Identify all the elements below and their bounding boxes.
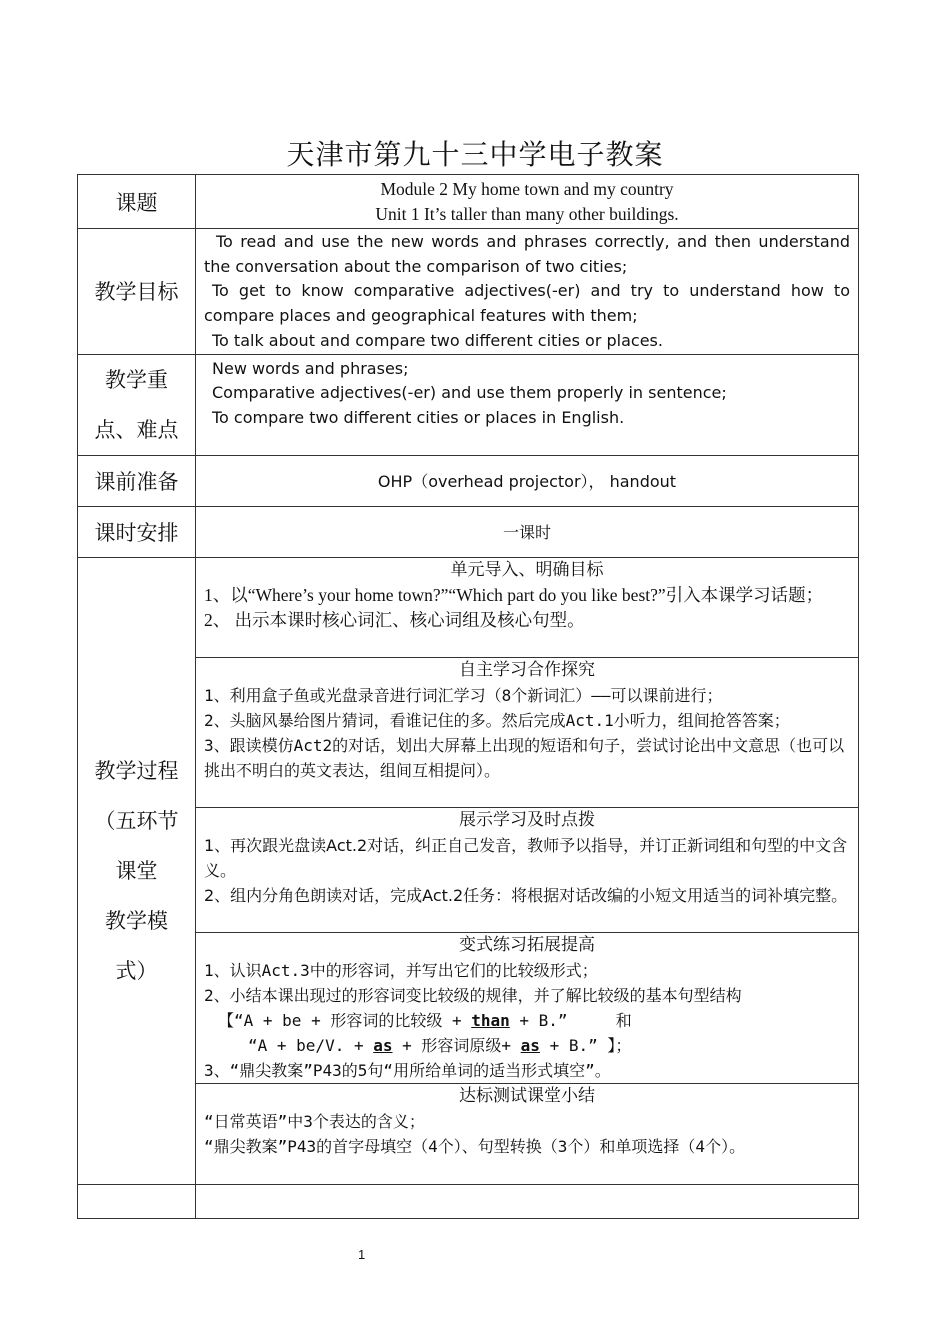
key-points-content [196, 354, 859, 455]
process-section-practice [196, 932, 859, 1083]
page-number: 1 [358, 1247, 366, 1262]
schedule-value: 一课时 [196, 506, 859, 557]
empty-cell [78, 1184, 196, 1218]
topic-content [196, 175, 859, 229]
formula-text: “A + be/V. + [248, 1035, 374, 1055]
row-prep [78, 455, 859, 506]
row-process-s4 [78, 932, 859, 1083]
row-process-s3 [78, 807, 859, 932]
label-key-points-line1: 教学重 [105, 367, 168, 392]
label-process-line1: 教学过程 [94, 758, 179, 783]
objectives-content [196, 229, 859, 355]
formula-comparative [196, 1008, 858, 1033]
objective-item: To get to know comparative adjectives(-er) and try to understand how to compare places and geographical features with them; [204, 281, 850, 326]
process-section-assessment [196, 1083, 859, 1184]
row-key-points [78, 354, 859, 455]
label-process-line4: 教学模 [105, 908, 168, 933]
formula-text: + B.” 】； [539, 1035, 632, 1055]
keyword-as: as [373, 1035, 393, 1055]
key-point-item: New words and phrases; [212, 358, 409, 378]
lesson-plan-table [77, 174, 859, 1219]
process-item: 1、利用盒子鱼或光盘录音进行词汇学习（8个新词汇）——可以课前进行； [204, 685, 723, 705]
formula-equality [196, 1033, 858, 1058]
process-item: 1、以“Where’s your home town?”“Which part do you like best?”引入本课学习话题； [204, 584, 824, 605]
formula-text: + B.” 和 [509, 1010, 632, 1030]
process-item: “鼎尖教案”P43的首字母填空（4个）、句型转换（3个）和单项选择（4个）。 [204, 1136, 746, 1156]
prep-value: OHP（overhead projector）， handout [196, 455, 859, 506]
key-point-item: To compare two different cities or places in English. [212, 407, 625, 427]
row-topic [78, 175, 859, 229]
row-schedule [78, 506, 859, 557]
objective-item: To talk about and compare two different cities or places. [212, 330, 663, 350]
label-process-line5: 式） [115, 958, 158, 983]
process-item: 2、头脑风暴给图片猜词，看谁记住的多。然后完成Act.1小听力，组间抢答答案； [204, 710, 790, 730]
formula-text: + 形容词原级+ [392, 1035, 521, 1055]
process-item: 3、跟读模仿Act2的对话，划出大屏幕上出现的短语和句子，尝试讨论出中文意思（也可以挑出不明白的英文表达，组间互相提问）。 [204, 735, 845, 780]
label-topic: 课题 [78, 175, 196, 229]
section-heading: 自主学习合作探究 [459, 659, 595, 680]
section-heading: 变式练习拓展提高 [459, 934, 595, 955]
topic-line-module: Module 2 My home town and my country [380, 179, 674, 199]
row-empty [78, 1184, 859, 1218]
row-process-s1 [78, 557, 859, 657]
keyword-as: as [520, 1035, 540, 1055]
label-prep: 课前准备 [78, 455, 196, 506]
process-section-intro [196, 557, 859, 657]
label-objectives: 教学目标 [78, 229, 196, 355]
section-heading: 达标测试课堂小结 [459, 1085, 595, 1106]
topic-line-unit: Unit 1 It’s taller than many other buildings. [375, 204, 679, 224]
process-section-self-study [196, 657, 859, 807]
process-item: 2、组内分角色朗读对话，完成Act.2任务：将根据对话改编的小短文用适当的词补填完整。 [204, 885, 848, 905]
key-point-item: Comparative adjectives(-er) and use them properly in sentence; [212, 383, 727, 403]
label-schedule: 课时安排 [78, 506, 196, 557]
process-item: 2、 出示本课时核心词汇、核心词组及核心句型。 [204, 609, 585, 630]
formula-text: 【“A + be + 形容词的比较级 + [218, 1010, 472, 1030]
label-key-points [78, 354, 196, 455]
process-section-presentation [196, 807, 859, 932]
section-heading: 展示学习及时点拨 [459, 809, 595, 830]
page-title: 天津市第九十三中学电子教案 [286, 138, 664, 171]
process-item: “日常英语”中3个表达的含义； [204, 1111, 425, 1131]
process-item: 1、认识Act.3中的形容词，并写出它们的比较级形式； [204, 960, 598, 980]
row-process-s2 [78, 657, 859, 807]
label-process-line2: （五环节 [94, 808, 179, 833]
section-heading: 单元导入、明确目标 [450, 559, 604, 580]
process-item: 1、再次跟光盘读Act.2对话，纠正自己发音，教师予以指导，并订正新词组和句型的中文含义。 [204, 835, 848, 880]
row-objectives [78, 229, 859, 355]
label-process [78, 557, 196, 1184]
process-item: 2、小结本课出现过的形容词变比较级的规律，并了解比较级的基本句型结构 [204, 985, 742, 1005]
label-key-points-line2: 点、难点 [94, 417, 179, 442]
keyword-than: than [471, 1010, 510, 1030]
row-process-s5 [78, 1083, 859, 1184]
process-item: 3、“鼎尖教案”P43的5句“用所给单词的适当形式填空”。 [204, 1060, 611, 1080]
label-process-line3: 课堂 [115, 858, 158, 883]
empty-cell [196, 1184, 859, 1218]
objective-item: To read and use the new words and phrases correctly, and then understand the conversation about the comparison of two cities; [204, 232, 850, 276]
